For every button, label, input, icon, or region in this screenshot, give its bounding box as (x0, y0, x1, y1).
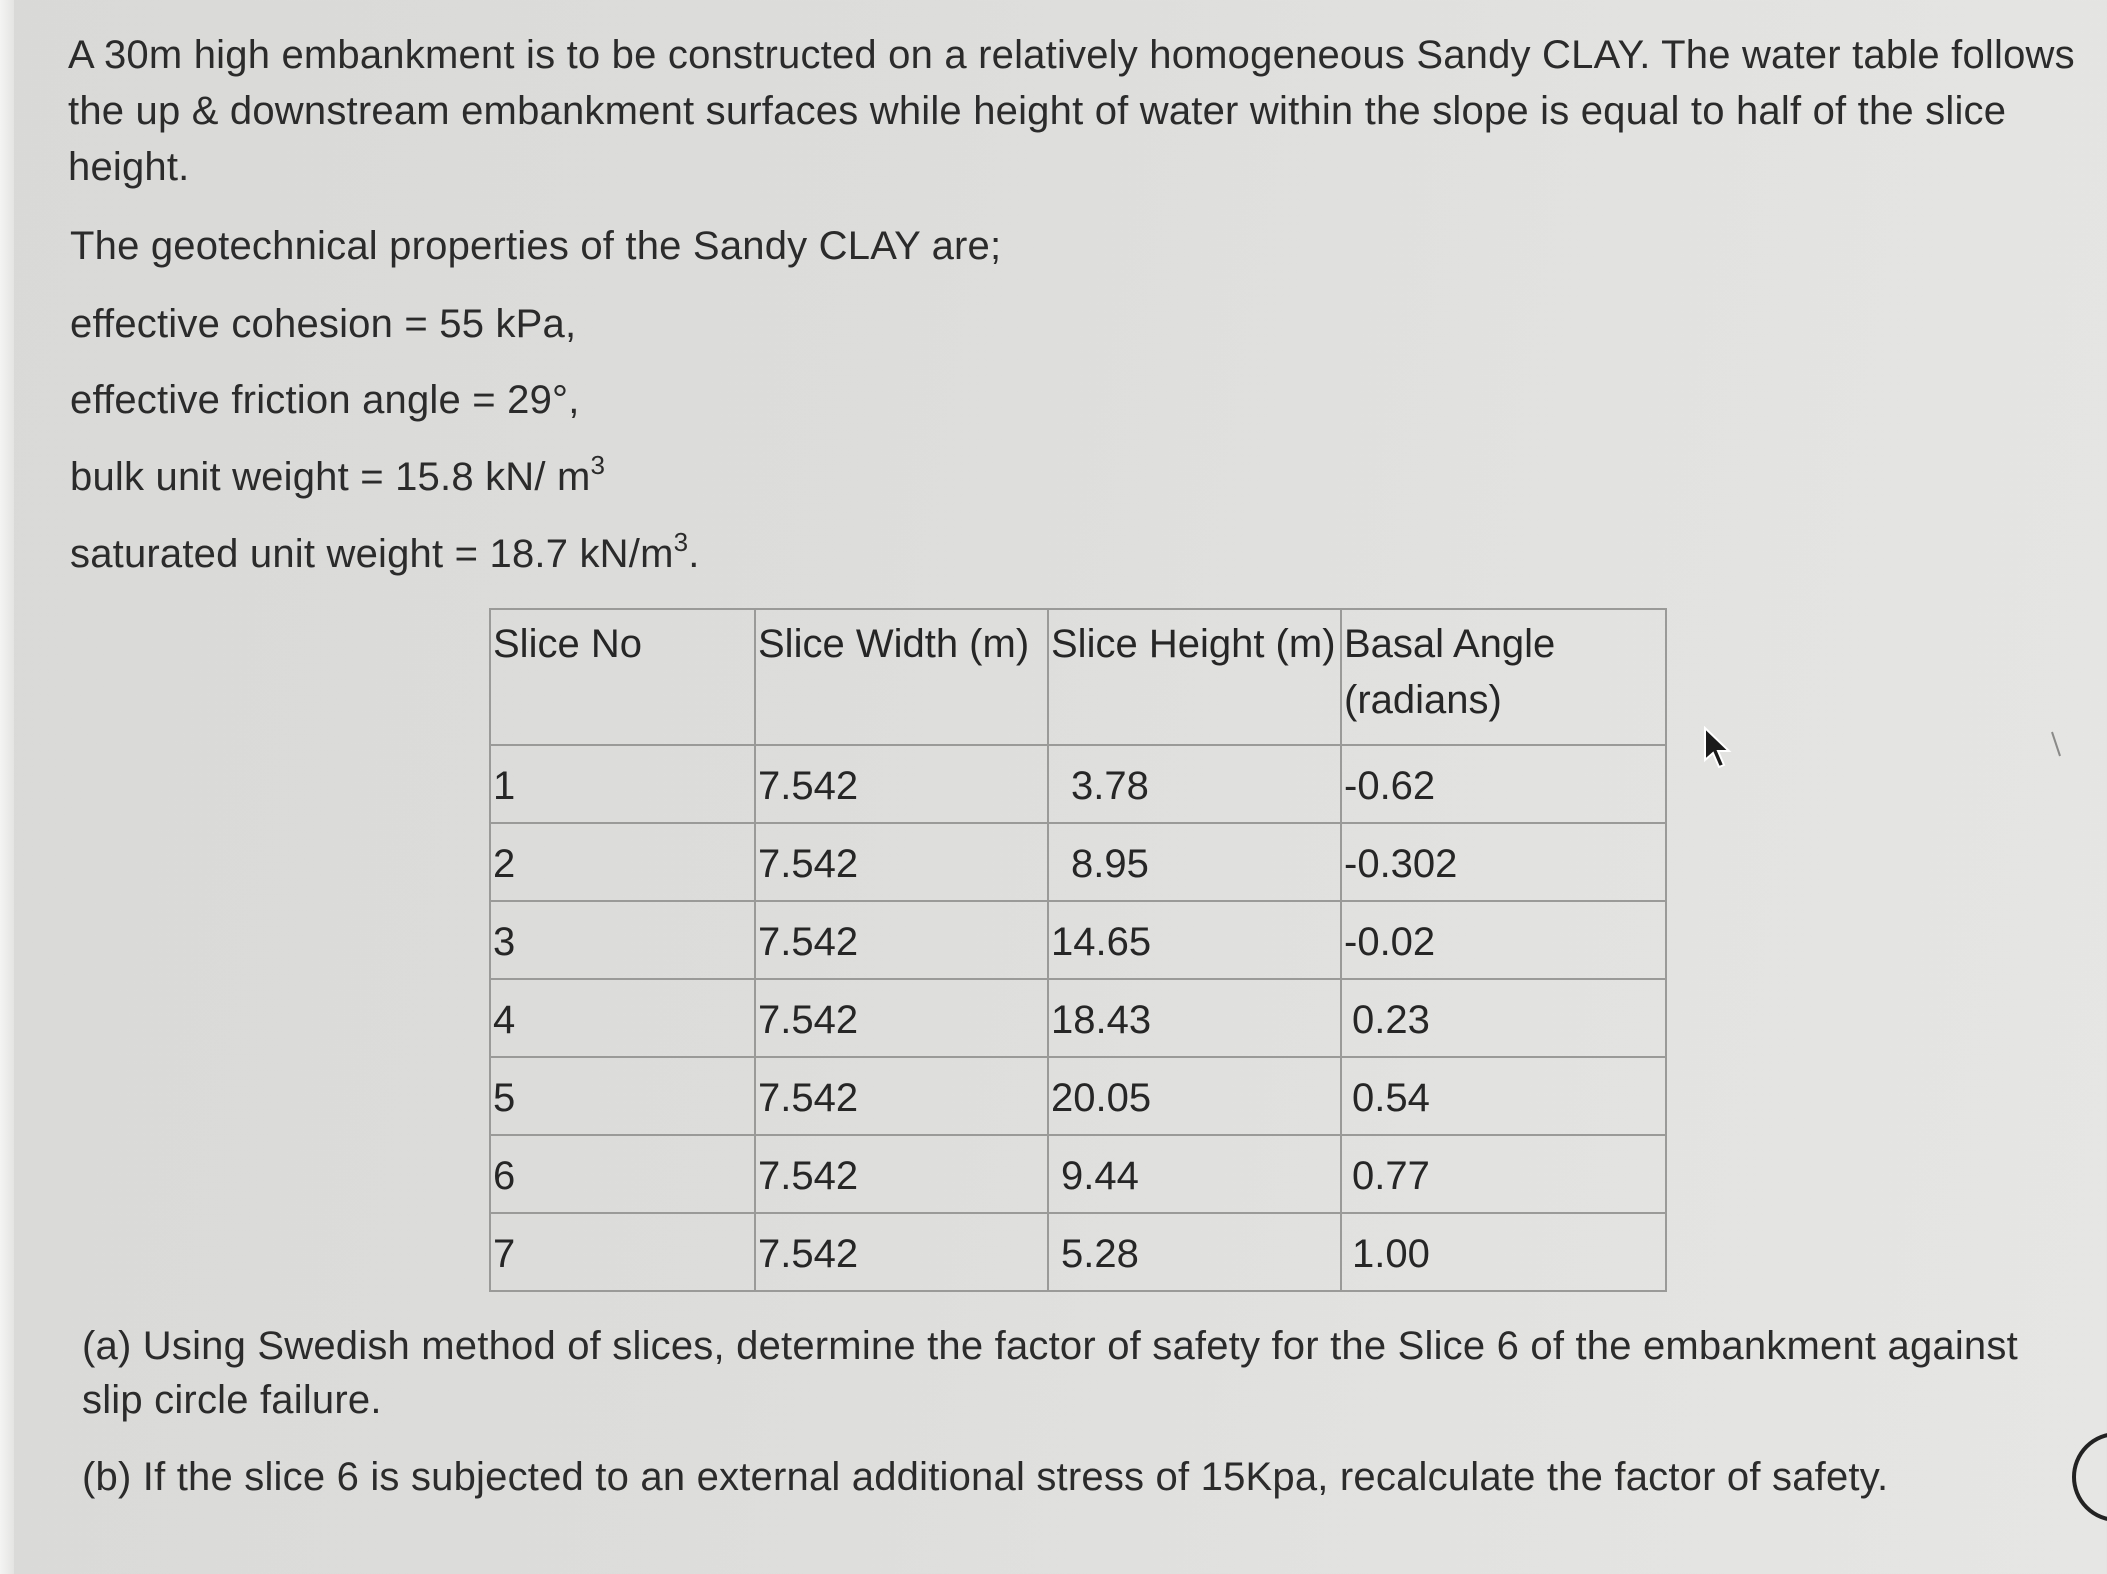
question-b: (b) If the slice 6 is subjected to an external additional stress of 15Kpa, recalculate the factor of safety. (82, 1455, 1889, 1499)
cell-basal-angle: -0.02 (1341, 901, 1666, 979)
intro-line-2: the up & downstream embankment surfaces while height of water within the slope is equal to half of the slice (68, 89, 2007, 133)
header-slice-width: Slice Width (m) (755, 609, 1048, 745)
cell-slice-no: 2 (490, 823, 755, 901)
cell-slice-no: 3 (490, 901, 755, 979)
slice-table-header (490, 609, 1666, 745)
table-row (490, 1135, 1666, 1213)
intro-line-3: height. (68, 145, 190, 189)
saturated-unit-weight-exponent: 3 (673, 527, 689, 557)
stray-mark-icon (2050, 730, 2062, 758)
header-slice-no: Slice No (490, 609, 755, 745)
table-row (490, 1213, 1666, 1291)
header-slice-height: Slice Height (m) (1048, 609, 1341, 745)
cell-slice-height: 18.43 (1048, 979, 1341, 1057)
table-row (490, 1057, 1666, 1135)
cell-basal-angle: -0.62 (1341, 745, 1666, 823)
cell-slice-width: 7.542 (755, 1213, 1048, 1291)
cell-slice-no: 7 (490, 1213, 755, 1291)
saturated-unit-weight-period: . (688, 532, 700, 576)
problem-statement (68, 27, 2075, 195)
cell-slice-width: 7.542 (755, 823, 1048, 901)
cell-slice-height: 20.05 (1048, 1057, 1341, 1135)
header-basal-angle-line1: Basal Angle (1344, 622, 1556, 666)
cell-slice-no: 6 (490, 1135, 755, 1213)
table-row (490, 901, 1666, 979)
cell-slice-width: 7.542 (755, 979, 1048, 1057)
question-a-line2: slip circle failure. (82, 1378, 382, 1422)
intro-line-1: A 30m high embankment is to be constructed on a relatively homogeneous Sandy CLAY. The water table follows (68, 33, 2075, 77)
edge-circle-icon (2072, 1432, 2107, 1522)
cell-slice-height: 5.28 (1048, 1213, 1341, 1291)
question-a-line1: (a) Using Swedish method of slices, determine the factor of safety for the Slice 6 of the embankment against (82, 1324, 2018, 1368)
header-basal-angle-line2: (radians) (1344, 678, 1502, 722)
cell-basal-angle: 0.54 (1341, 1057, 1666, 1135)
cell-slice-width: 7.542 (755, 1135, 1048, 1213)
effective-cohesion: effective cohesion = 55 kPa, (70, 302, 577, 346)
page-edge (0, 0, 14, 1574)
table-row (490, 745, 1666, 823)
table-row (490, 823, 1666, 901)
saturated-unit-weight (70, 526, 700, 582)
cell-basal-angle: 0.77 (1341, 1135, 1666, 1213)
cell-basal-angle: 1.00 (1341, 1213, 1666, 1291)
cell-slice-no: 1 (490, 745, 755, 823)
saturated-unit-weight-text: saturated unit weight = 18.7 kN/m (70, 532, 674, 576)
bulk-unit-weight (70, 449, 605, 505)
bulk-unit-weight-text: bulk unit weight = 15.8 kN/ m (70, 455, 591, 499)
cell-slice-width: 7.542 (755, 745, 1048, 823)
cell-slice-no: 5 (490, 1057, 755, 1135)
properties-title: The geotechnical properties of the Sandy CLAY are; (70, 224, 1002, 268)
mouse-pointer-icon (1702, 726, 1732, 770)
cell-slice-height: 14.65 (1048, 901, 1341, 979)
cell-slice-width: 7.542 (755, 901, 1048, 979)
cell-slice-height: 9.44 (1048, 1135, 1341, 1213)
cell-basal-angle: -0.302 (1341, 823, 1666, 901)
cell-slice-height: 8.95 (1048, 823, 1341, 901)
bulk-unit-weight-exponent: 3 (590, 450, 606, 480)
table-row (490, 979, 1666, 1057)
cell-slice-width: 7.542 (755, 1057, 1048, 1135)
cell-basal-angle: 0.23 (1341, 979, 1666, 1057)
slice-table (489, 608, 1667, 1292)
cell-slice-no: 4 (490, 979, 755, 1057)
cell-slice-height: 3.78 (1048, 745, 1341, 823)
header-basal-angle (1341, 609, 1666, 745)
effective-friction-angle: effective friction angle = 29°, (70, 378, 580, 422)
